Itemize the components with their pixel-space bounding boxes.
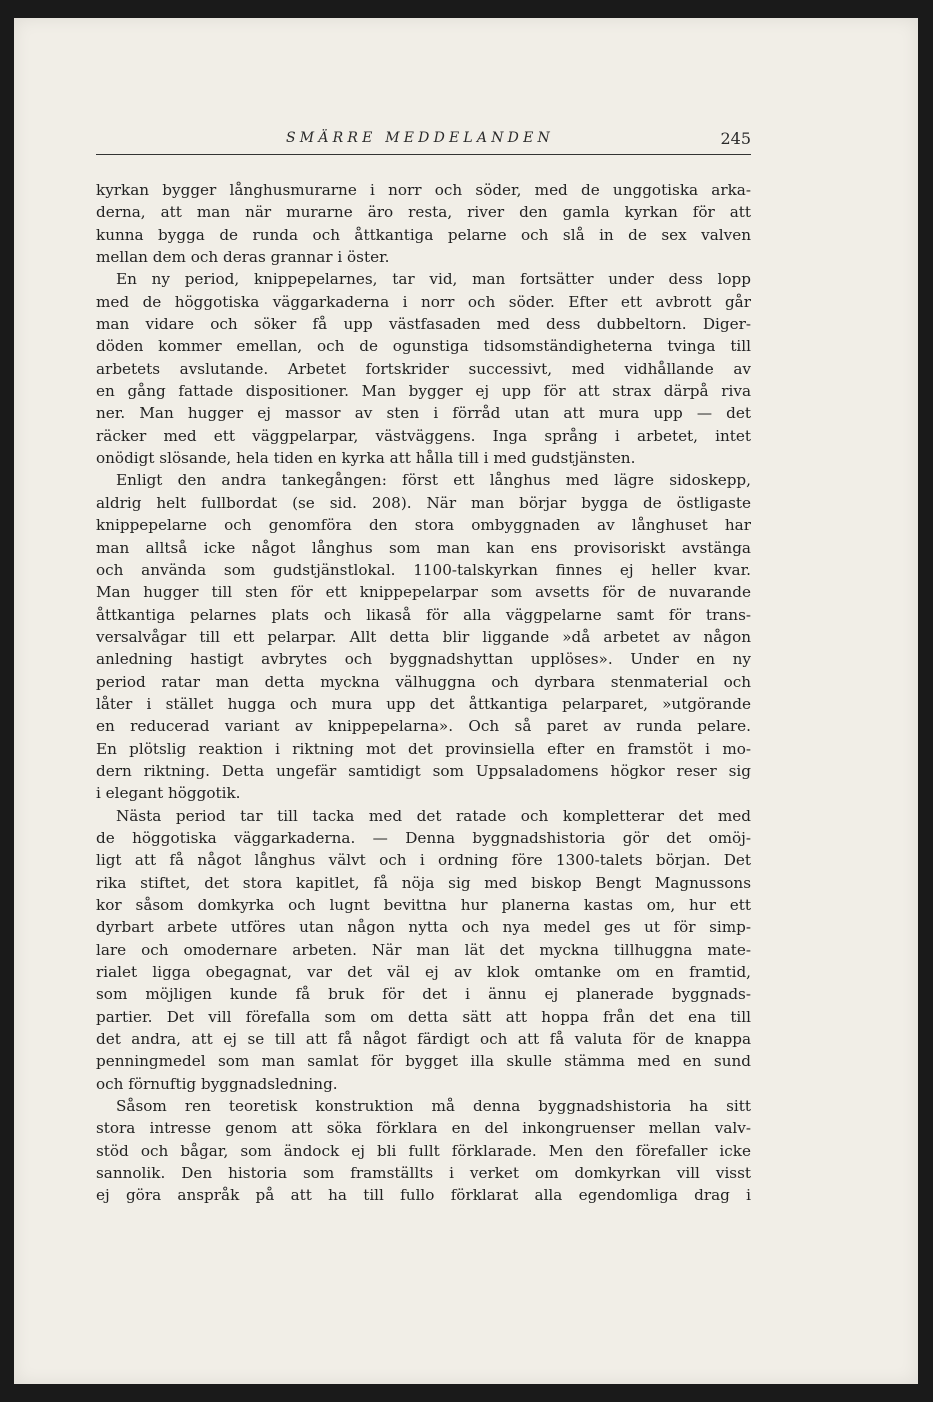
text-line: och förnuftig byggnadsledning.: [96, 1074, 338, 1093]
text-line: derna, att man när murarne äro resta, river den gamla kyrkan för att: [96, 203, 751, 222]
text-line: partier. Det vill förefalla som om detta sätt att hoppa från det ena till: [96, 1007, 751, 1026]
text-line: ej göra anspråk på att ha till fullo förklarat alla egendomliga drag i: [96, 1186, 751, 1205]
text-line: En ny period, knippepelarnes, tar vid, man fortsätter under dess lopp: [116, 270, 751, 289]
text-line: onödigt slösande, hela tiden en kyrka att hålla till i med gudstjänsten.: [96, 449, 636, 468]
text-line: lare och omodernare arbeten. När man lät det myckna tillhuggna mate-: [96, 940, 751, 959]
text-line: rialet ligga obegagnat, var det väl ej av klok omtanke om en framtid,: [96, 963, 751, 982]
text-line: Man hugger till sten för ett knippepelarpar som avsetts för de nuvarande: [96, 583, 751, 602]
text-line: med de höggotiska väggarkaderna i norr och söder. Efter ett avbrott går: [96, 292, 751, 311]
text-line: en gång fattade dispositioner. Man bygger ej upp för att strax därpå riva: [96, 382, 751, 401]
text-line: döden kommer emellan, och de ogunstiga tidsomständigheterna tvinga till: [96, 337, 751, 356]
text-line: ligt att få något långhus välvt och i ordning före 1300-talets början. Det: [96, 851, 751, 870]
text-line: kyrkan bygger långhusmurarne i norr och söder, med de unggotiska arka-: [96, 181, 751, 199]
book-page: [14, 18, 918, 1384]
text-line: och använda som gudstjänstlokal. 1100-talskyrkan finnes ej heller kvar.: [96, 560, 751, 579]
text-line: som möjligen kunde få bruk för det i ännu ej planerade byggnads-: [96, 985, 751, 1004]
text-line: arbetets avslutande. Arbetet fortskrider successivt, med vidhållande av: [96, 359, 751, 378]
text-line: penningmedel som man samlat för bygget illa skulle stämma med en sund: [96, 1052, 751, 1071]
text-line: Nästa period tar till tacka med det ratade och kompletterar det med: [116, 806, 751, 825]
text-line: man vidare och söker få upp västfasaden med dess dubbeltorn. Diger-: [96, 315, 751, 334]
text-line: räcker med ett väggpelarpar, västväggens. Inga språng i arbetet, intet: [96, 426, 751, 445]
text-line: stora intresse genom att söka förklara en del inkongruenser mellan valv-: [96, 1119, 751, 1138]
text-line: ner. Man hugger ej massor av sten i förråd utan att mura upp — det: [96, 404, 751, 423]
page-number: 245: [720, 129, 751, 148]
text-line: åttkantiga pelarnes plats och likaså för alla väggpelarne samt för trans-: [96, 605, 751, 624]
text-line: dyrbart arbete utföres utan någon nytta och nya medel ges ut för simp-: [96, 918, 751, 937]
text-line: Såsom ren teoretisk konstruktion må denna byggnadshistoria ha sitt: [116, 1097, 751, 1116]
text-line: anledning hastigt avbrytes och byggnadshyttan upplöses». Under en ny: [96, 650, 751, 669]
text-line: låter i stället hugga och mura upp det åttkantiga pelarparet, »utgörande: [96, 694, 751, 713]
text-line: det andra, att ej se till att få något färdigt och att få valuta för de knappa: [96, 1030, 751, 1049]
text-line: kunna bygga de runda och åttkantiga pelarne och slå in de sex valven: [96, 225, 751, 244]
text-line: i elegant höggotik.: [96, 784, 241, 803]
text-line: de höggotiska väggarkaderna. — Denna byggnadshistoria gör det omöj-: [96, 828, 751, 847]
running-head: SMÄRRE MEDDELANDEN: [286, 130, 554, 146]
text-line: stöd och bågar, som ändock ej bli fullt förklarade. Men den förefaller icke: [96, 1141, 751, 1160]
text-line: mellan dem och deras grannar i öster.: [96, 248, 390, 267]
text-line: rika stiftet, det stora kapitlet, få nöja sig med biskop Bengt Magnussons: [96, 873, 751, 892]
text-line: sannolik. Den historia som framställts i verket om domkyrkan vill visst: [96, 1164, 751, 1183]
text-line: knippepelarne och genomföra den stora ombyggnaden av långhuset har: [96, 516, 751, 535]
text-line: man alltså icke något långhus som man kan ens provisoriskt avstänga: [96, 538, 751, 557]
text-line: period ratar man detta myckna välhuggna och dyrbara stenmaterial och: [96, 672, 751, 691]
text-line: versalvågar till ett pelarpar. Allt detta blir liggande »då arbetet av någon: [96, 627, 751, 646]
text-line: en reducerad variant av knippepelarna». Och så paret av runda pelare.: [96, 717, 751, 736]
text-line: Enligt den andra tankegången: först ett långhus med lägre sidoskepp,: [116, 471, 751, 490]
text-line: kor såsom domkyrka och lugnt bevittna hur planerna kastas om, hur ett: [96, 896, 751, 914]
body-text: [96, 179, 751, 1207]
text-line: dern riktning. Detta ungefär samtidigt som Uppsaladomens högkor reser sig: [96, 761, 751, 780]
page-header: [96, 128, 751, 155]
text-line: aldrig helt fullbordat (se sid. 208). När man börjar bygga de östligaste: [96, 493, 751, 512]
text-line: En plötslig reaktion i riktning mot det provinsiella efter en framstöt i mo-: [96, 739, 751, 758]
